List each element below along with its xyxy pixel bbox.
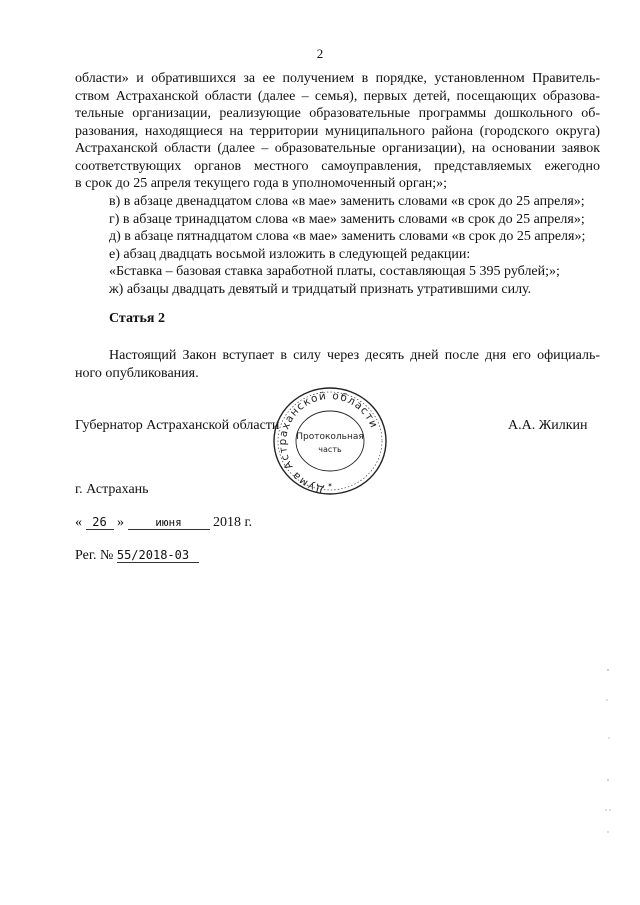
intro-paragraph bbox=[75, 70, 600, 193]
intro-line: ством Астраханской области (далее – семья), первых детей, посещающих образова- bbox=[75, 88, 600, 104]
amendment-item: г) в абзаце тринадцатом слова «в мае» заменить словами «в срок до 25 апреля»; bbox=[109, 211, 585, 227]
date-open-quote: « bbox=[75, 515, 82, 530]
intro-line: соответствующих органов местного самоуправления, представляемых ежегодно bbox=[75, 158, 600, 174]
intro-line: в срок до 25 апреля текущего года в уполномоченный орган;»; bbox=[75, 176, 448, 191]
stamp-star-icon: ✶ bbox=[327, 482, 333, 489]
governor-name: А.А. Жилкин bbox=[508, 418, 588, 433]
registration-label: Рег. № bbox=[75, 548, 114, 563]
page-number: 2 bbox=[316, 46, 324, 61]
date-year: 2018 г. bbox=[213, 515, 253, 530]
amendment-item: в) в абзаце двенадцатом слова «в мае» заменить словами «в срок до 25 апреля»; bbox=[109, 194, 585, 209]
date-close-quote: » bbox=[117, 515, 124, 530]
amendment-item: ж) абзацы двадцать девятый и тридцатый признать утратившими силу. bbox=[109, 281, 532, 297]
intro-line: Астраханской области (далее – образовательные организации), на основании заявок bbox=[75, 141, 600, 156]
amendment-item: д) в абзаце пятнадцатом слова «в мае» заменить словами «в срок до 25 апреля»; bbox=[109, 229, 586, 244]
date-day: 26 bbox=[86, 515, 114, 530]
article-line: Настоящий Закон вступает в силу через десять дней после дня его официаль- bbox=[109, 348, 600, 363]
intro-line: тельные организации, реализующие образовательные программы дошкольного об- bbox=[75, 106, 600, 121]
stamp-ring-text: Дума Астраханской области bbox=[276, 389, 381, 496]
registration-line bbox=[75, 548, 199, 564]
registration-number: 55/2018-03 bbox=[117, 548, 199, 563]
governor-position: Губернатор Астраханской области bbox=[75, 418, 280, 433]
stamp-center-line1: Протокольная bbox=[296, 432, 364, 442]
amendment-item: е) абзац двадцать восьмой изложить в следующей редакции: bbox=[109, 246, 471, 262]
amendment-item: «Бставка – базовая ставка заработной платы, составляющая 5 395 рублей;»; bbox=[109, 264, 560, 279]
intro-line: разования, находящиеся на территории муниципального района (городского округа) bbox=[75, 123, 600, 139]
article-paragraph bbox=[75, 347, 600, 382]
stamp-center-line2: часть bbox=[318, 445, 342, 454]
intro-line: области» и обратившихся за ее получением в порядке, установленном Правитель- bbox=[75, 71, 600, 86]
signing-date bbox=[75, 515, 252, 531]
official-stamp bbox=[270, 385, 390, 497]
article-title: Статья 2 bbox=[109, 311, 165, 326]
city: г. Астрахань bbox=[75, 482, 149, 497]
date-month: июня bbox=[128, 516, 210, 530]
article-line: ного опубликования. bbox=[75, 365, 199, 381]
scan-artifact-dots bbox=[604, 660, 612, 840]
